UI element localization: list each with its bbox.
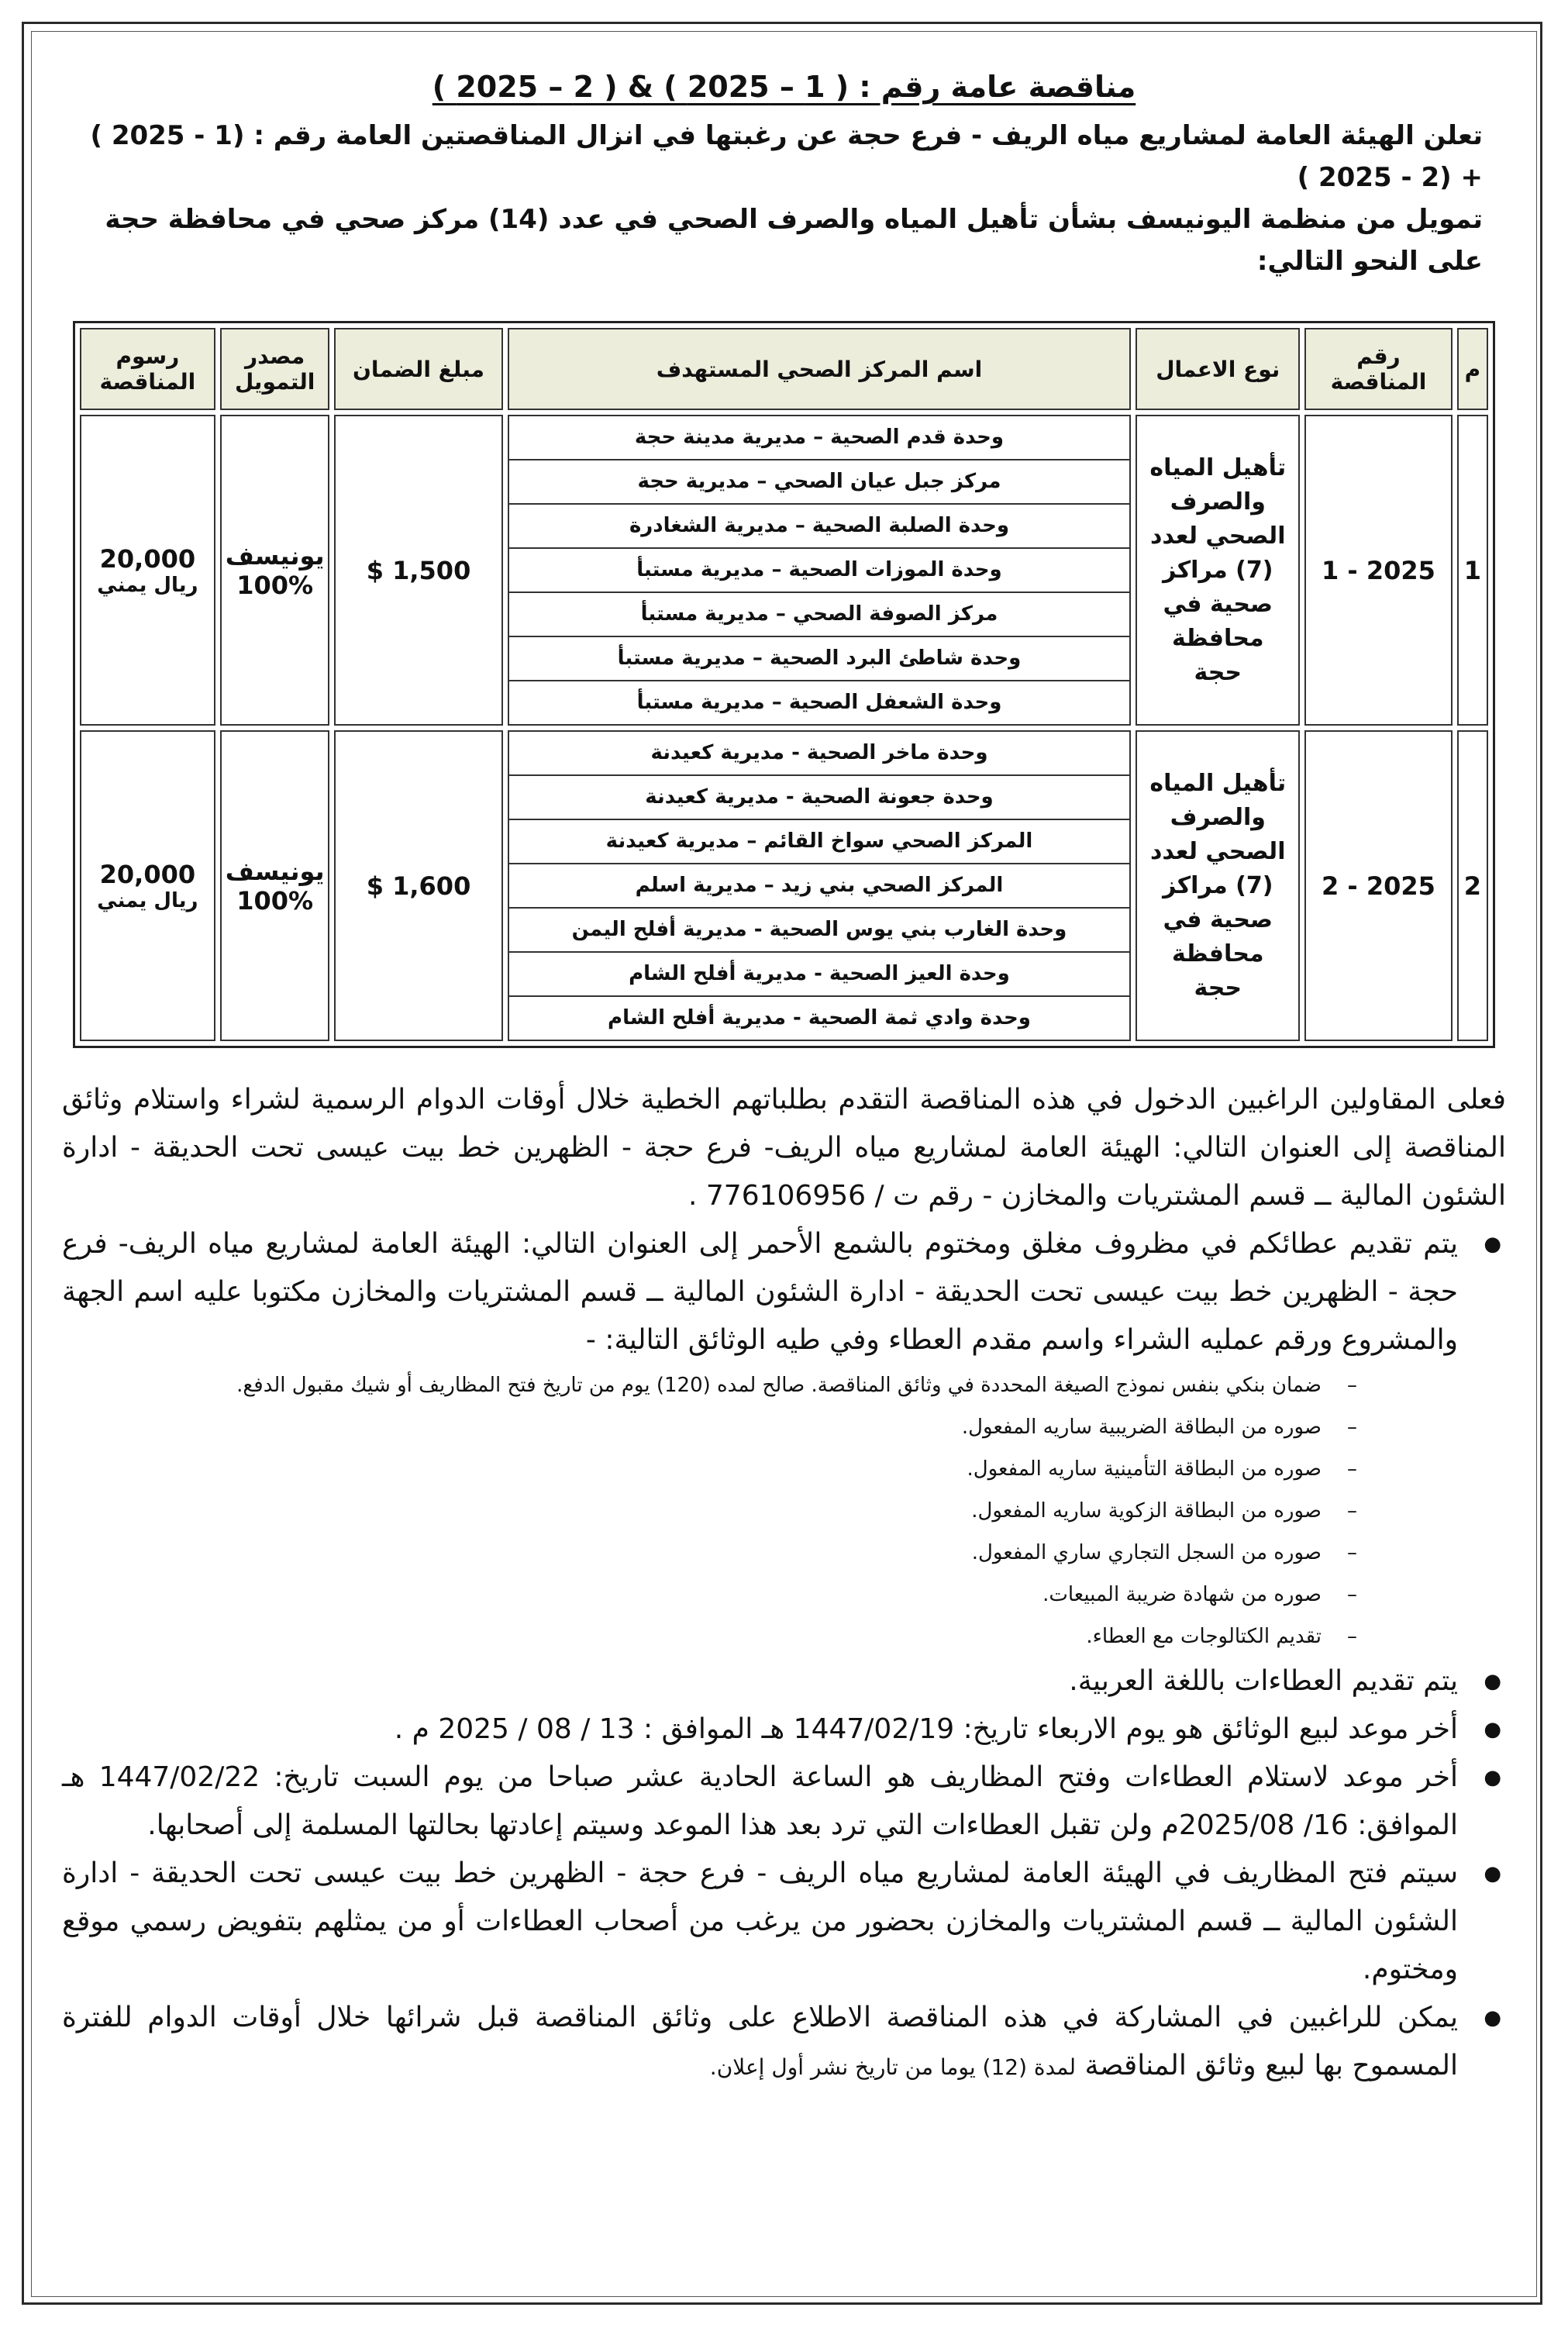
fees-unit: ريال يمني [97,888,198,912]
tender-number: 2 - 2025 [1304,730,1453,1041]
sub-list-item: – تقديم الكتالوجات مع العطاء. [124,1616,1357,1657]
page-title: مناقصة عامة رقم : ( 1 – 2025 ) & ( 2 – 2025 ) [432,70,1136,104]
work-type: تأهيل المياه والصرف الصحي لعدد (7) مراكز صحية في محافظة حجة [1136,415,1300,726]
center-item: مركز الصوفة الصحي – مديرية مستبأ [509,593,1130,637]
bullet-text: يمكن للراغبين في المشاركة في هذه المناقصة الاطلاع على وثائق المناقصة قبل شرائها خلال أوقات الدوام للفترة المسموح بها لبيع وثائق المناقصة [62,2002,1458,2081]
header-cell-guarantee: مبلغ الضمان [334,328,502,410]
table-row [80,415,1488,726]
list-item: ● سيتم فتح المظاريف في الهيئة العامة لمشاريع مياه الريف - فرع حجة - الظهرين خط بيت عيسى تحت الحديقة - ادارة الشئون المالية ــ قسم المشتريات والمخازن بحضور من يرغب من أصحاب العطاءات أو من يمثلهم بتفويض رسمي موقع ومختوم. [62,1850,1506,1994]
work-type: تأهيل المياه والصرف الصحي لعدد (7) مراكز صحية في محافظة حجة [1136,730,1300,1041]
list-item [62,1220,1506,1657]
row-index: 2 [1457,730,1488,1041]
centers-list [508,415,1132,726]
instructions-paragraph: فعلى المقاولين الراغبين الدخول في هذه المناقصة التقدم بطلباتهم الخطية خلال أوقات الدوام الرسمية لشراء واستلام وثائق المناقصة إلى العنوان التالي: الهيئة العامة لمشاريع مياه الريف- فرع حجة - الظهرين خط بيت عيسى تحت الحديقة - ادارة الشئون المالية ــ قسم المشتريات والمخازن - رقم ت / 776106956 . [62,1084,1506,1212]
header-cell-fees: رسوم المناقصة [80,328,215,410]
sub-list-item: – صوره من البطاقة الزكوية ساريه المفعول. [124,1490,1357,1532]
centers-list [508,730,1132,1041]
intro-block [31,115,1537,282]
guarantee-amount: $ 1,500 [334,415,502,726]
list-item [62,1994,1506,2092]
header-cell-funding: مصدر التمويل [220,328,330,410]
list-item: ● أخر موعد لاستلام العطاءات وفتح المظاريف هو الساعة الحادية عشر صباحا من يوم السبت تاريخ: 1447/02/22 هـ الموافق: 16/ 2025/08م ولن تقبل العطاءات التي ترد بعد هذا الموعد وسيتم إعادتها بحالتها المسلمة إلى أصحابها. [62,1754,1506,1850]
center-item: وحدة الشعفل الصحية – مديرية مستبأ [636,691,1002,714]
fees-unit: ريال يمني [97,573,198,597]
funding-source: يونيسف %100 [220,415,330,726]
list-item: ● أخر موعد لبيع الوثائق هو يوم الاربعاء تاريخ: 1447/02/19 هـ الموافق : 13 / 08 / 2025 م . [62,1705,1506,1754]
header-cell-center-name: اسم المركز الصحي المستهدف [508,328,1132,410]
center-item: مركز جبل عيان الصحي – مديرية حجة [509,460,1130,505]
header-cell-tender-no: رقم المناقصة [1304,328,1453,410]
guarantee-amount: $ 1,600 [334,730,502,1041]
funding-source: يونيسف %100 [220,730,330,1041]
center-item: المركز الصحي سواخ القائم – مديرية كعيدنة [509,820,1130,864]
intro-line-2: تمويل من منظمة اليونيسف بشأن تأهيل المياه والصرف الصحي في عدد (14) مركز صحي في محافظة حجة على النحو التالي: [105,204,1483,277]
intro-line-1: تعلن الهيئة العامة لمشاريع مياه الريف - فرع حجة عن رغبتها في انزال المناقصتين العامة رقم : (1 - 2025 ) + (2 - 2025 ) [90,120,1483,193]
sub-list-item: – صوره من البطاقة الضريبية ساريه المفعول. [124,1406,1357,1448]
center-item: وحدة ماخر الصحية - مديرية كعيدنة [509,732,1130,776]
sub-list-item: – صوره من البطاقة التأمينية ساريه المفعول. [124,1448,1357,1490]
tender-fees: 20,000 ريال يمني [80,415,215,726]
tender-fees: 20,000 ريال يمني [80,730,215,1041]
document-content [31,31,1537,2092]
center-item: وحدة قدم الصحية – مديرية مدينة حجة [509,416,1130,460]
sub-list-item: – ضمان بنكي بنفس نموذج الصيغة المحددة في وثائق المناقصة. صالح لمده (120) يوم من تاريخ فتح المظاريف أو شيك مقبول الدفع. [124,1364,1357,1406]
tenders-table [73,321,1495,1048]
center-item: وحدة العيز الصحية - مديرية أفلح الشام [509,953,1130,997]
bullet-text-tail: لمدة (12) يوما من تاريخ نشر أول إعلان. [709,2054,1077,2080]
table-row [80,730,1488,1041]
bullet-text: يتم تقديم عطائكم في مظروف مغلق ومختوم بالشمع الأحمر إلى العنوان التالي: الهيئة العامة لمشاريع مياه الريف- فرع حجة - الظهرين خط بيت عيسى تحت الحديقة - ادارة الشئون المالية ــ قسم المشتريات والمخازن مكتوبا عليه اسم الجهة والمشروع ورقم عمليه الشراء واسم مقدم العطاء وفي طيه الوثائق التالية: - [62,1228,1458,1356]
tender-number: 1 - 2025 [1304,415,1453,726]
center-item: المركز الصحي بني زيد – مديرية اسلم [509,864,1130,909]
row-index: 1 [1457,415,1488,726]
center-item: وحدة الموزات الصحية – مديرية مستبأ [509,549,1130,593]
header-cell-work-type: نوع الاعمال [1136,328,1300,410]
conditions-list [31,1220,1537,2092]
sub-list-item: – صوره من شهادة ضريبة المبيعات. [124,1574,1357,1616]
center-item: وحدة جعونة الصحية - مديرية كعيدنة [509,776,1130,820]
center-item: وحدة الصلبة الصحية – مديرية الشغادرة [509,505,1130,549]
documents-sublist [62,1364,1458,1657]
list-item: ● يتم تقديم العطاءات باللغة العربية. [62,1657,1506,1705]
center-item: وحدة شاطئ البرد الصحية – مديرية مستبأ [509,637,1130,681]
center-item: وحدة الغارب بني يوس الصحية - مديرية أفلح اليمن [509,909,1130,953]
center-item: وحدة وادي ثمة الصحية - مديرية أفلح الشام [608,1006,1031,1029]
sub-list-item: – صوره من السجل التجاري ساري المفعول. [124,1532,1357,1574]
table-header-row [80,328,1488,410]
header-cell-index: م [1457,328,1488,410]
